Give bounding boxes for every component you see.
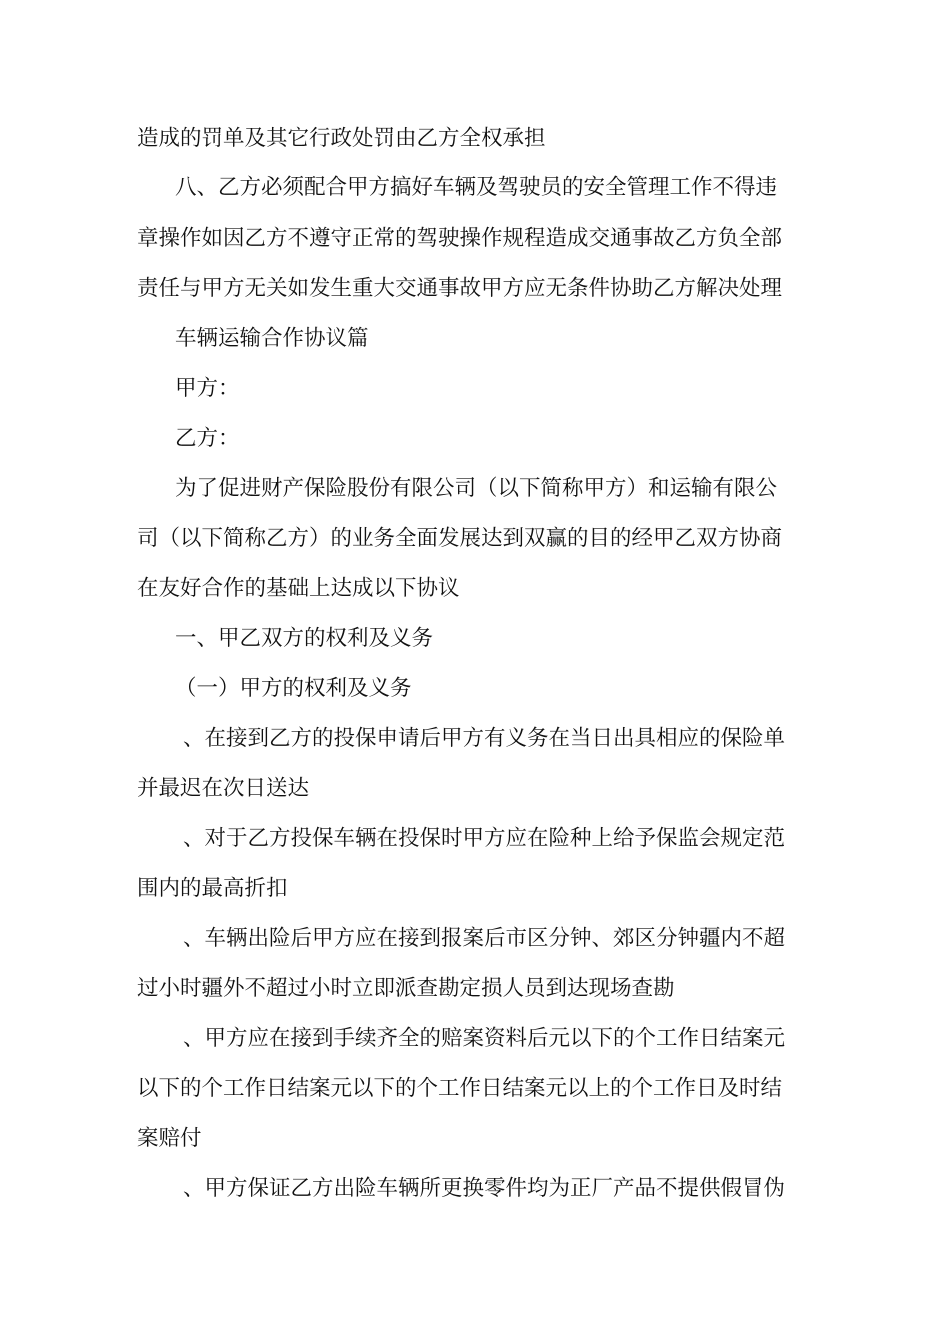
text-line: 、甲方应在接到手续齐全的赔案资料后元以下的个工作日结案元 [183, 1026, 786, 1051]
text-line: 责任与甲方无关如发生重大交通事故甲方应无条件协助乙方解决处理 [137, 276, 783, 301]
party-b-label: 乙方： [175, 426, 240, 451]
text-line: 造成的罚单及其它行政处罚由乙方全权承担 [137, 126, 546, 151]
text-line: 、车辆出险后甲方应在接到报案后市区分钟、郊区分钟疆内不超 [183, 926, 786, 951]
text-line: 以下的个工作日结案元以下的个工作日结案元以上的个工作日及时结 [137, 1076, 783, 1101]
text-line: 并最迟在次日送达 [137, 776, 310, 801]
text-line: 八、乙方必须配合甲方搞好车辆及驾驶员的安全管理工作不得违 [175, 175, 778, 200]
text-line: 过小时疆外不超过小时立即派查勘定损人员到达现场查勘 [137, 976, 675, 1001]
text-line: 案赔付 [137, 1126, 202, 1151]
text-line: 、甲方保证乙方出险车辆所更换零件均为正厂产品不提供假冒伪 [183, 1176, 786, 1201]
section-title: 车辆运输合作协议篇 [175, 326, 369, 351]
text-line: 、对于乙方投保车辆在投保时甲方应在险种上给予保监会规定范 [183, 826, 786, 851]
text-line: 、在接到乙方的投保申请后甲方有义务在当日出具相应的保险单 [183, 726, 786, 751]
party-a-label: 甲方： [175, 376, 240, 401]
text-line: 章操作如因乙方不遵守正常的驾驶操作规程造成交通事故乙方负全部 [137, 226, 783, 251]
text-line: 为了促进财产保险股份有限公司（以下简称甲方）和运输有限公 [175, 476, 778, 501]
text-line: 围内的最高折扣 [137, 876, 288, 901]
heading-line: 一、甲乙双方的权利及义务 [175, 626, 434, 651]
text-line: 司（以下简称乙方）的业务全面发展达到双赢的目的经甲乙双方协商 [137, 526, 783, 551]
text-line: 在友好合作的基础上达成以下协议 [137, 576, 460, 601]
subheading-line: （一）甲方的权利及义务 [175, 676, 412, 701]
